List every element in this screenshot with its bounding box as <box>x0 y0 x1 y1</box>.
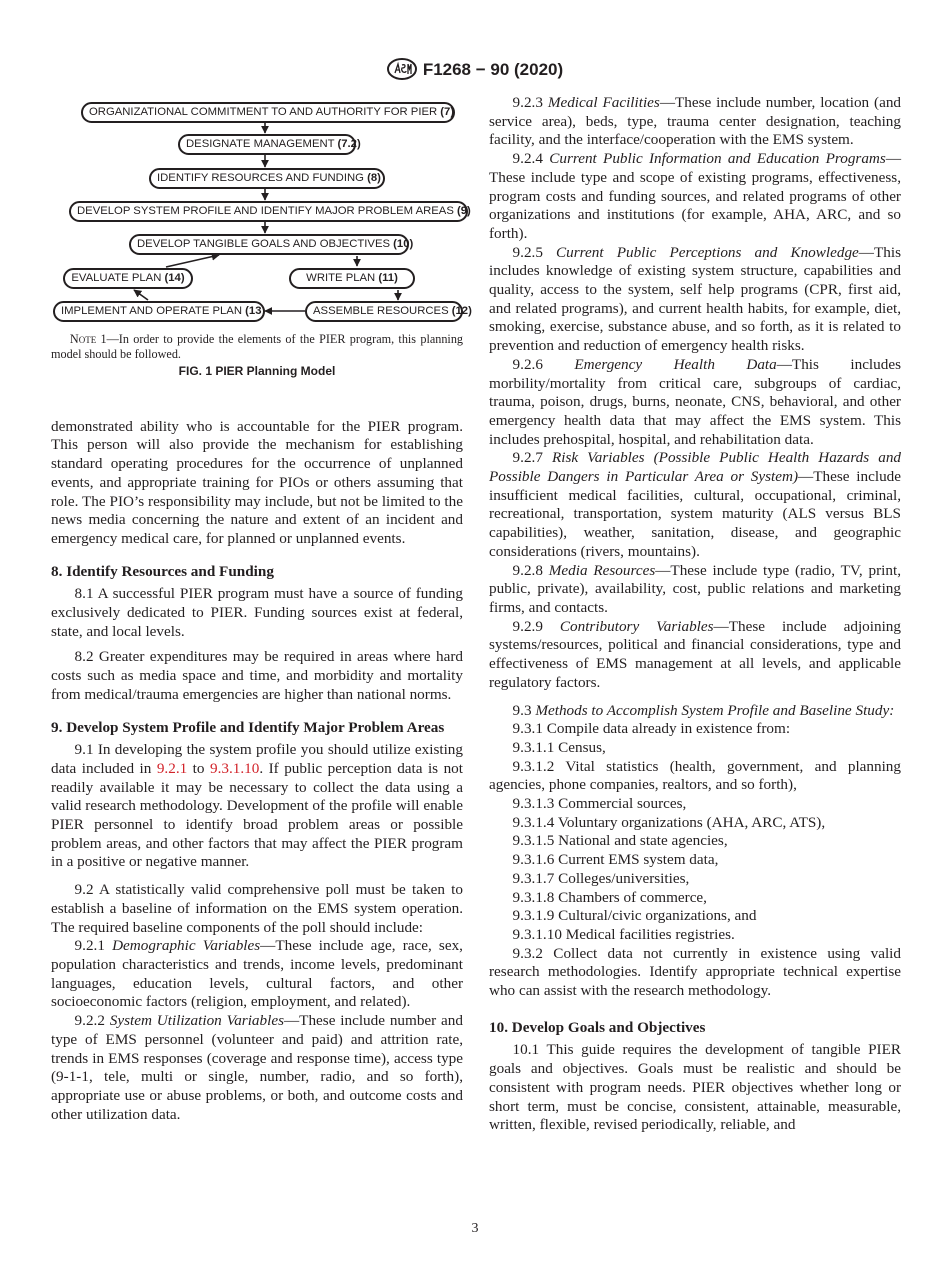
left-column <box>51 94 472 1124</box>
paragraph-8-2: 8.2 Greater expenditures may be required in areas where hard costs such as media space and time, and morbidity and mortality from medical/trauma emergencies are higher than national norms. <box>51 648 463 703</box>
section-9-heading: 9. Develop System Profile and Identify Major Problem Areas <box>51 718 445 736</box>
flow-box-identify-resources: IDENTIFY RESOURCES AND FUNDING (8) <box>149 168 385 189</box>
paragraph-9-2-3: 9.2.3 Medical Facilities—These include number, location (and service area), beds, type, trauma center designation, teaching facility, and the interface/cooperation with the EMS system. <box>489 94 902 149</box>
paragraph-9-1: 9.1 In developing the system profile you should utilize existing data included in 9.2.1 to 9.3.1.10. If public perception data is not readily available it may be necessary to collect the data using a valid research methodology. Development of the profile will enable PIER personnel to identify broad problem areas or possible problem areas, and other factors that may affect the PIER program in a positive or negative manner. <box>51 741 463 871</box>
list-item: 9.3.1.9 Cultural/civic organizations, and <box>512 907 757 925</box>
paragraph-9-2-7: 9.2.7 Risk Variables (Possible Public Health Hazards and Possible Dangers in Particular Area or System)—These include insufficient medical facilities, cultural, occupational, criminal, recreational, transportation, system maturity (ALS versus BLS capabilities), weather, sanitation, disease, and geographic considerations (rivers, mountains). <box>489 449 902 560</box>
flow-box-assemble-resources: ASSEMBLE RESOURCES (12) <box>305 301 463 322</box>
paragraph-10-1: 10.1 This guide requires the development of tangible PIER goals and objectives. Goals must be realistic and should be consistent with program needs. PIER objectives whether long or short term, must be concise, consistent, attainable, measurable, written, flexible, revised periodically, reliable, and <box>489 1041 901 1134</box>
paragraph-9-2-1: 9.2.1 Demographic Variables—These include age, race, sex, population characteristics and trends, income levels, predominant languages, education levels, cultural factors, and other socioeconomic factors (religion, employment, and related). <box>51 937 463 1011</box>
paragraph-9-2-8: 9.2.8 Media Resources—These include type (radio, TV, print, public, private), availability, cost, public relations and marketing firms, and contacts. <box>489 561 902 616</box>
list-item: 9.3.1.6 Current EMS system data, <box>512 851 719 869</box>
arrow-8-6 <box>134 290 148 300</box>
section-10-heading: 10. Develop Goals and Objectives <box>489 1018 706 1036</box>
flow-box-develop-goals: DEVELOP TANGIBLE GOALS AND OBJECTIVES (10) <box>129 234 409 255</box>
list-item: 9.3.1.1 Census, <box>512 738 606 756</box>
flow-box-evaluate-plan: EVALUATE PLAN (14) <box>63 268 193 289</box>
list-item: 9.3.1.2 Vital statistics (health, government, and planning agencies, phone companies, realtors, and so forth), <box>489 757 901 794</box>
list-item: 9.3.1.7 Colleges/universities, <box>512 869 690 887</box>
section-8-heading: 8. Identify Resources and Funding <box>51 562 274 580</box>
flow-box-commitment: ORGANIZATIONAL COMMITMENT TO AND AUTHORITY FOR PIER (7) <box>81 102 455 123</box>
right-column <box>489 94 901 1135</box>
paragraph-9-3-1: 9.3.1 Compile data already in existence from: <box>512 720 791 738</box>
paragraph-9-2-9: 9.2.9 Contributory Variables—These include adjoining systems/resources, political and financial considerations, type and effectiveness of EMS management at all levels, and applicable regulatory factors. <box>489 617 901 691</box>
list-item: 9.3.1.8 Chambers of commerce, <box>512 888 707 906</box>
paragraph-pio-continued: demonstrated ability who is accountable for the PIER program. This person will also provide the mechanism for establishing standard operating procedures for the occurrence of unplanned events, and appropriate training for PIOs or others assuming that role. The PIO’s responsibility may include, but not be limited to the news media concerning the nature and extent of an incident and emergency medical care, for planned or unplanned events. <box>51 417 463 547</box>
link-9-3-1-10[interactable]: 9.3.1.10 <box>209 759 260 777</box>
list-item: 9.3.1.5 National and state agencies, <box>512 832 728 850</box>
figure-note: Note 1—In order to provide the elements of the PIER program, this planning model should be followed. <box>51 332 464 361</box>
list-item: 9.3.1.10 Medical facilities registries. <box>512 925 735 943</box>
page-number: 3 <box>471 1221 479 1236</box>
list-item: 9.3.1.4 Voluntary organizations (AHA, ARC, ATS), <box>512 813 826 831</box>
paragraph-9-2-2: 9.2.2 System Utilization Variables—These include number and type of EMS personnel (volunteer and paid) and attrition rate, trends in EMS responses (coverage and response time), access type (9-1-1, tele, multi or single, number, radio, and so forth), appropriate use or abuse problems, or both, and outcome costs and other utilization data. <box>51 1012 463 1123</box>
paragraph-9-2-5: 9.2.5 Current Public Perceptions and Knowledge—This includes knowledge of existing system structure, capabilities and quality, access to the system, self help programs (CPR, first aid, and related programs), and current health habits, for example, diet, smoking, exercise, substance abuse, and so forth, as it is related to prevention and reduction of emergency health risks. <box>489 243 901 355</box>
paragraph-9-2: 9.2 A statistically valid comprehensive poll must be taken to establish a baseline of information on the EMS system operation. The required baseline components of the poll should include: <box>51 881 463 936</box>
flow-box-designate-management: DESIGNATE MANAGEMENT (7.2) <box>178 134 356 155</box>
pier-planning-flowchart <box>51 94 472 322</box>
paragraph-9-2-6: 9.2.6 Emergency Health Data—This includes morbility/mortality from critical care, subgroups of cardiac, trauma, poison, drugs, burns, neonate, CNS, behavioral, and other emergency health data that may affect the EMS system. This includes prehospital, hospital, and rehabilitation data. <box>489 355 901 448</box>
page-header <box>0 58 950 80</box>
designation: F1268 − 90 (2020) <box>422 60 564 79</box>
flow-box-write-plan: WRITE PLAN (11) <box>289 268 415 289</box>
paragraph-9-2-4: 9.2.4 Current Public Information and Education Programs—These include type and scope of existing programs, effectiveness, program costs and funding sources, and related programs of other organizations and institutions (for example, AHA, ARC, and so forth). <box>489 150 901 242</box>
paragraph-9-3-2: 9.3.2 Collect data not currently in existence using valid research methodologies. Identify appropriate technical expertise who can assist with the research methodology. <box>489 944 901 1000</box>
list-item: 9.3.1.3 Commercial sources, <box>512 795 687 813</box>
flow-box-implement-plan: IMPLEMENT AND OPERATE PLAN (13) <box>53 301 265 322</box>
paragraph-9-3: 9.3 Methods to Accomplish System Profile and Baseline Study: <box>512 701 895 719</box>
paragraph-8-1: 8.1 A successful PIER program must have a source of funding exclusively dedicated to PIER. Funding sources exist at federal, state, and local levels. <box>51 585 463 640</box>
arrow-6-5 <box>166 255 219 267</box>
link-9-2-1[interactable]: 9.2.1 <box>156 759 188 777</box>
flow-box-develop-profile: DEVELOP SYSTEM PROFILE AND IDENTIFY MAJOR PROBLEM AREAS (9) <box>69 201 468 222</box>
figure-caption: FIG. 1 PIER Planning Model <box>178 364 336 378</box>
astm-logo-icon <box>387 58 417 80</box>
